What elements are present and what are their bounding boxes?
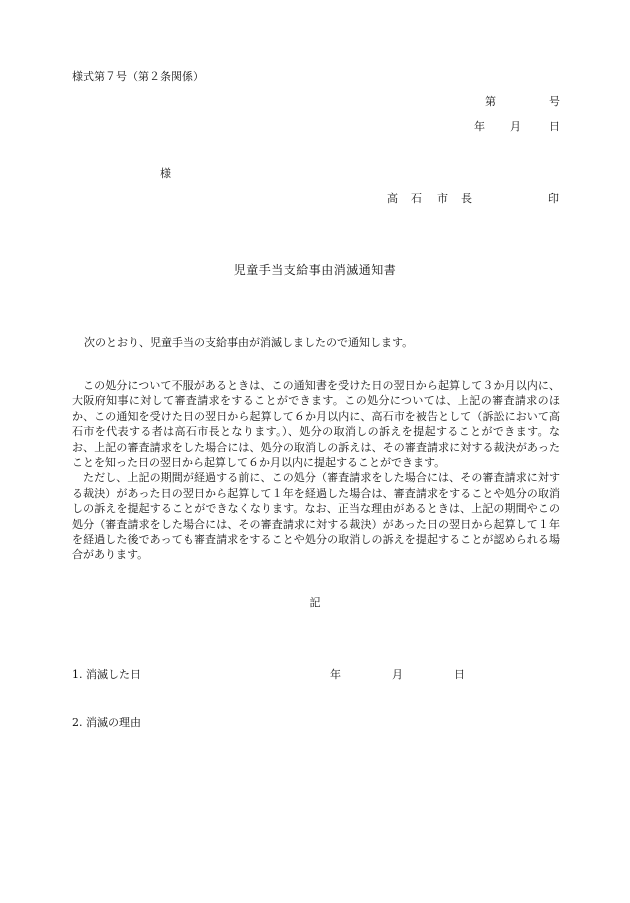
item-extinction-date-label: 1. 消滅した日 xyxy=(72,668,141,681)
sender-char-1: 高 xyxy=(387,192,398,205)
sender-char-4: 長 xyxy=(461,192,472,205)
issue-month: 月 xyxy=(510,120,521,133)
seal-mark: 印 xyxy=(548,192,559,205)
extinction-month: 月 xyxy=(392,668,403,681)
notice-paragraph-2: ただし、上記の期間が経過する前に、この処分（審査請求をした場合には、その審査請求に対する裁決）があった日の翌日から起算して１年を経過した場合は、審査請求をすることや処分の取消しの訴えを提起することができなくなります。なお、正当な理由があるときは、上記の期間やこの処分（審査請求をした場合には、その審査請求に対する裁決）があった日の翌日から起算して１年を経過した後であっても審査請求をすることや処分の取消しの訴えを提起することが認められる場合があります。 xyxy=(72,471,560,562)
number-suffix: 号 xyxy=(549,95,560,108)
extinction-year: 年 xyxy=(330,668,341,681)
sender-char-2: 石 xyxy=(411,192,422,205)
sender-char-3: 市 xyxy=(437,192,448,205)
number-prefix: 第 xyxy=(485,95,496,108)
appeal-notice xyxy=(72,378,560,563)
issue-day: 日 xyxy=(549,120,560,133)
form-id: 様式第７号（第２条関係） xyxy=(72,70,204,83)
ki-heading: 記 xyxy=(309,596,321,609)
issue-year: 年 xyxy=(474,120,485,133)
intro-text: 次のとおり、児童手当の支給事由が消滅しましたので通知します。 xyxy=(84,336,414,349)
document-title: 児童手当支給事由消滅通知書 xyxy=(233,263,397,277)
item-extinction-reason-label: 2. 消滅の理由 xyxy=(72,716,141,729)
notice-paragraph-1: この処分について不服があるときは、この通知書を受けた日の翌日から起算して３か月以内に、大阪府知事に対して審査請求をすることができます。この処分については、上記の審査請求のほか、この通知を受けた日の翌日から起算して６か月以内に、高石市を被告として（訴訟において高石市を代表する者は高石市長となります。）、処分の取消しの訴えを提起することができます。なお、上記の審査請求をした場合には、処分の取消しの訴えは、その審査請求に対する裁決があったことを知った日の翌日から起算して６か月以内に提起することができます。 xyxy=(72,379,560,470)
addressee-suffix: 様 xyxy=(160,167,171,180)
extinction-day: 日 xyxy=(454,668,465,681)
